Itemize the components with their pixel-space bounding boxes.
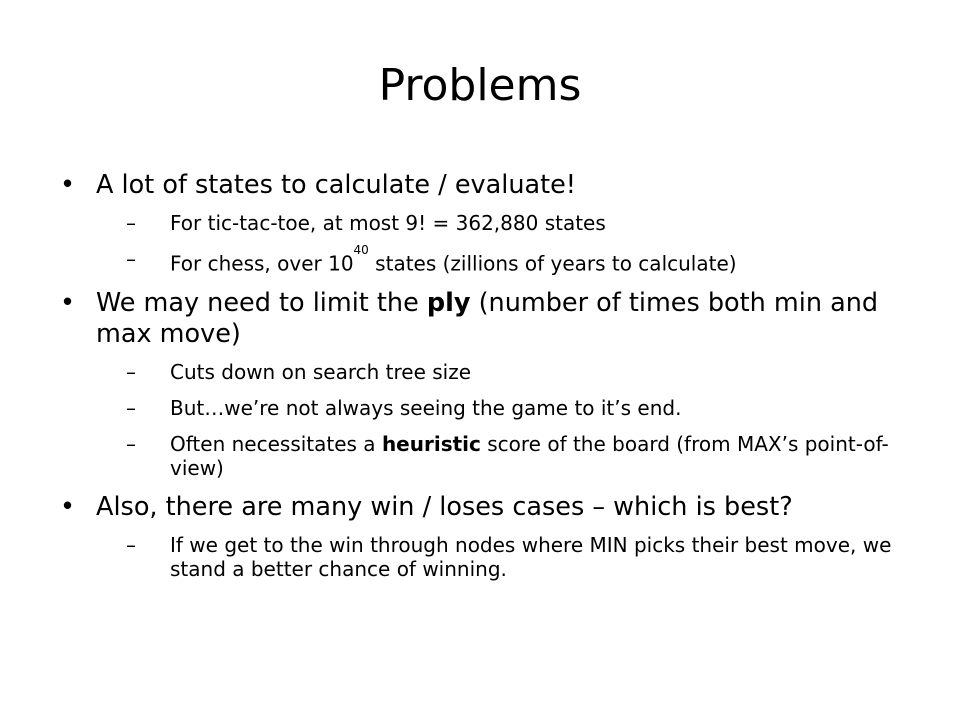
bullet-item <box>60 288 900 480</box>
bullet-text: Also, there are many win / loses cases – which is best? <box>96 491 793 522</box>
sub-bullet-marker: – <box>126 247 136 271</box>
bullet-text-post: (number of times both min and max move) <box>96 287 879 349</box>
sub-bullet-item <box>126 396 900 420</box>
bold-term: heuristic <box>381 431 481 456</box>
bullet-marker: • <box>60 287 76 318</box>
bullet-text: A lot of states to calculate / evaluate! <box>96 170 577 200</box>
sub-bullet-marker: – <box>126 359 136 384</box>
bullet-item <box>60 170 900 276</box>
bullet-item <box>60 492 900 581</box>
sub-bullet-item <box>126 243 900 276</box>
sub-bullet-list <box>96 360 900 480</box>
sub-bullet-text: But…we’re not always seeing the game to it’s end. <box>170 395 682 420</box>
sub-bullet-marker: – <box>126 211 136 235</box>
sub-bullet-text-post: score of the board (from MAX’s point-of-view) <box>170 431 889 480</box>
sub-bullet-text: For tic-tac-toe, at most 9! = 362,880 states <box>170 211 606 235</box>
sub-bullet-item <box>126 533 900 581</box>
slide-content <box>60 170 900 593</box>
sub-bullet-list <box>96 211 900 276</box>
bullet-text-pre: We may need to limit the <box>96 287 427 318</box>
bold-term: ply <box>426 287 471 318</box>
sub-bullet-marker: – <box>126 395 136 420</box>
sub-bullet-text: If we get to the win through nodes where MIN picks their best move, we stand a better chance of winning. <box>170 532 892 581</box>
sub-bullet-marker: – <box>126 532 136 557</box>
sub-bullet-text-post: states (zillions of years to calculate) <box>368 251 737 276</box>
sub-bullet-item <box>126 432 900 480</box>
bullet-marker: • <box>60 170 76 200</box>
sub-bullet-item <box>126 360 900 384</box>
sub-bullet-text: Cuts down on search tree size <box>170 359 472 384</box>
bullet-marker: • <box>60 491 76 522</box>
sub-bullet-text-pre: Often necessitates a <box>170 431 382 456</box>
sub-bullet-item <box>126 211 900 235</box>
sub-bullet-marker: – <box>126 431 136 456</box>
exponent: 40 <box>353 243 369 257</box>
sub-bullet-list <box>96 533 900 581</box>
sub-bullet-text-pre: For chess, over 10 <box>170 251 354 276</box>
slide-title: Problems <box>378 60 582 111</box>
